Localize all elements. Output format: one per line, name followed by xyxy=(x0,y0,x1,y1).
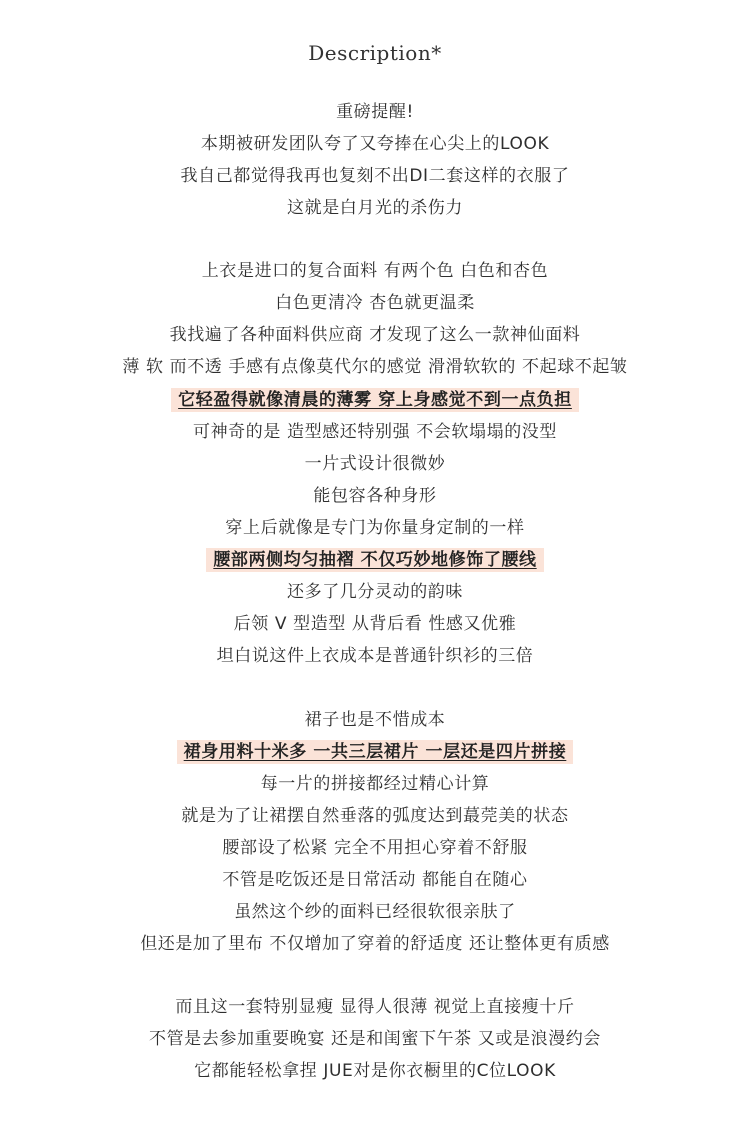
highlighted-line xyxy=(0,388,750,412)
text-line xyxy=(0,100,750,124)
line-text: 腰部设了松紧 完全不用担心穿着不舒服 xyxy=(222,838,528,858)
text-line xyxy=(0,196,750,220)
line-text: 可神奇的是 造型感还特别强 不会软塌塌的没型 xyxy=(192,422,557,442)
text-line xyxy=(0,836,750,860)
line-text: 每一片的拼接都经过精心计算 xyxy=(260,774,490,794)
line-text: 裙子也是不惜成本 xyxy=(304,710,446,730)
text-line xyxy=(0,868,750,892)
text-line xyxy=(0,580,750,604)
highlight-text: 它轻盈得就像清晨的薄雾 穿上身感觉不到一点负担 xyxy=(171,388,579,412)
text-line xyxy=(0,772,750,796)
page-title: Description* xyxy=(308,41,442,65)
text-line xyxy=(0,708,750,732)
text-line xyxy=(0,291,750,315)
text-line xyxy=(0,932,750,956)
text-line xyxy=(0,644,750,668)
text-line xyxy=(0,900,750,924)
line-text: 还多了几分灵动的韵味 xyxy=(287,582,463,602)
highlight-text: 裙身用料十米多 一共三层裙片 一层还是四片拼接 xyxy=(177,740,574,764)
line-text: 但还是加了里布 不仅增加了穿着的舒适度 还让整体更有质感 xyxy=(140,934,610,954)
highlight-text: 腰部两侧均匀抽褶 不仅巧妙地修饰了腰线 xyxy=(206,548,543,572)
text-line xyxy=(0,420,750,444)
text-line xyxy=(0,995,750,1019)
line-text: 我找遍了各种面料供应商 才发现了这么一款神仙面料 xyxy=(169,325,581,345)
line-text: 能包容各种身形 xyxy=(313,486,437,506)
line-text: 不管是去参加重要晚宴 还是和闺蜜下午茶 又或是浪漫约会 xyxy=(148,1029,601,1049)
text-line xyxy=(0,516,750,540)
text-line xyxy=(0,804,750,828)
line-text: 不管是吃饭还是日常活动 都能自在随心 xyxy=(222,870,528,890)
line-text: 白色更清冷 杏色就更温柔 xyxy=(275,293,475,313)
line-text: 而且这一套特别显瘦 显得人很薄 视觉上直接瘦十斤 xyxy=(175,997,575,1017)
line-text: 这就是白月光的杀伤力 xyxy=(287,198,463,218)
line-text: 它都能轻松拿捏 JUE对是你衣橱里的C位LOOK xyxy=(194,1061,556,1081)
text-line xyxy=(0,323,750,347)
text-line xyxy=(0,1059,750,1083)
text-line xyxy=(0,484,750,508)
line-text: 一片式设计很微妙 xyxy=(304,454,446,474)
text-line xyxy=(0,452,750,476)
highlighted-line xyxy=(0,740,750,764)
line-text: 就是为了让裙摆自然垂落的弧度达到蕞莞美的状态 xyxy=(181,806,569,826)
text-line xyxy=(0,259,750,283)
text-line xyxy=(0,355,750,379)
line-text: 重磅提醒! xyxy=(336,102,414,122)
line-text: 本期被研发团队夸了又夸捧在心尖上的LOOK xyxy=(200,134,550,154)
line-text: 穿上后就像是专门为你量身定制的一样 xyxy=(225,518,525,538)
highlighted-line xyxy=(0,548,750,572)
text-line xyxy=(0,164,750,188)
line-text: 上衣是进口的复合面料 有两个色 白色和杏色 xyxy=(201,261,549,281)
line-text: 薄 软 而不透 手感有点像莫代尔的感觉 滑滑软软的 不起球不起皱 xyxy=(122,357,628,377)
line-text: 坦白说这件上衣成本是普通针织衫的三倍 xyxy=(216,646,534,666)
text-line xyxy=(0,612,750,636)
line-text: 虽然这个纱的面料已经很软很亲肤了 xyxy=(234,902,516,922)
text-line xyxy=(0,1027,750,1051)
line-text: 我自己都觉得我再也复刻不出DI二套这样的衣服了 xyxy=(180,166,570,186)
text-line xyxy=(0,132,750,156)
line-text: 后领 V 型造型 从背后看 性感又优雅 xyxy=(233,614,517,634)
